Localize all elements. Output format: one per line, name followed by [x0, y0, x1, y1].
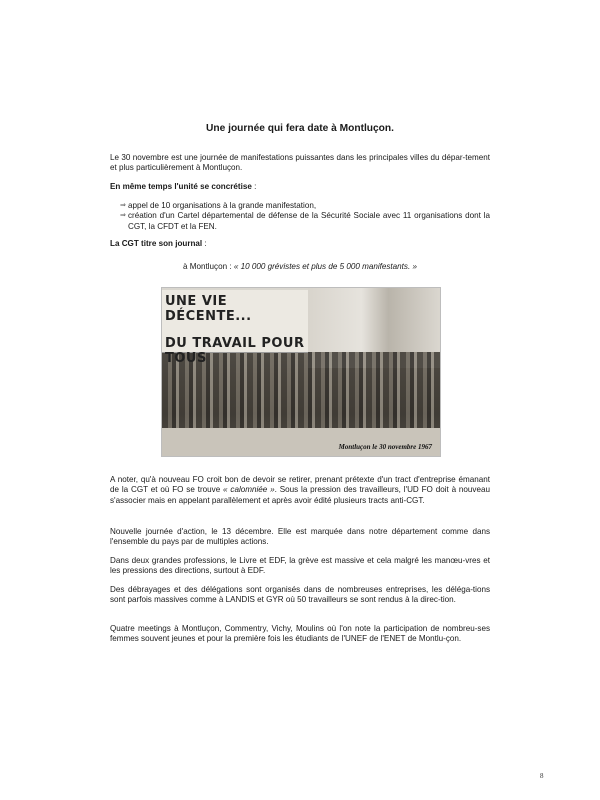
bullet-text: création d'un Cartel départemental de défense de la Sécurité Sociale avec 11 organisations dont la CGT, la CFDT et la FEN. [128, 211, 490, 231]
cgt-quote [110, 262, 490, 272]
unity-heading: En même temps l'unité se concrétise [110, 182, 252, 191]
arrow-right-icon: ⇒ [120, 212, 126, 220]
paragraph-intro [110, 153, 490, 174]
paragraph-13-december [110, 527, 490, 548]
cgt-heading: La CGT titre son journal [110, 239, 203, 248]
photo-banner [162, 290, 308, 366]
paragraph-fo [110, 475, 490, 506]
paragraph-livre-edf [110, 556, 490, 577]
bullet-item [120, 211, 490, 232]
banner-line-2: DU TRAVAIL POUR TOUS [165, 336, 305, 366]
meetings-text: Quatre meetings à Montluçon, Commentry, Vichy, Moulins où l'on note la participation de nombreu-ses femmes souvent jeunes et pour la première fois les étudiants de l'UNEF de l'ENET de Montlu-çon. [110, 624, 490, 644]
quote-prefix: à Montluçon : [183, 262, 234, 271]
arrow-right-icon: ⇒ [120, 202, 126, 209]
cgt-section [110, 239, 490, 249]
page-number: 8 [540, 772, 544, 780]
bullet-text: appel de 10 organisations à la grande manifestation, [128, 201, 317, 210]
fo-text-2: . Sous la pression des travailleurs, l'UD FO doit à nouveau s'associer mais en appelant parallèlement et après avoir édité plusieurs tracts anti-CGT. [110, 485, 490, 505]
paragraph-debrayages [110, 585, 490, 606]
13-december-text: Nouvelle journée d'action, le 13 décembre. Elle est marquée dans notre département comme dans l'ensemble du pays par de multiples actions. [110, 527, 490, 547]
page-title: Une journée qui fera date à Montluçon. [206, 123, 394, 134]
unity-heading-colon: : [251, 182, 257, 191]
intro-text: Le 30 novembre est une journée de manifestations puissantes dans les principales villes du dépar-tement et plus particulièrement à Montluçon. [110, 153, 490, 173]
banner-line-1: UNE VIE DÉCENTE... [165, 294, 252, 324]
demonstration-photo [161, 287, 441, 457]
cgt-heading-colon: : [202, 239, 207, 248]
bullet-item [120, 201, 490, 211]
fo-text-1: A noter, qu'à nouveau FO croit bon de devoir se retirer, prenant prétexte d'un tract d'entreprise émanant de la CGT et où FO se trouve [110, 475, 490, 495]
unity-section [110, 182, 490, 192]
photo-caption: Montluçon le 30 novembre 1967 [338, 443, 432, 451]
quote-text: « 10 000 grévistes et plus de 5 000 manifestants. » [233, 262, 417, 271]
unity-bullets [110, 201, 490, 232]
fo-text-italic: « calomniée » [223, 485, 275, 495]
debrayages-text: Des débrayages et des délégations sont organisés dans de nombreuses entreprises, les déléga-tions sont parfois massives comme à LANDIS et GYR où 50 travailleurs se sont rendus à la direc-tion. [110, 585, 490, 605]
livre-edf-text: Dans deux grandes professions, le Livre et EDF, la grève est massive et cela malgré les manœu-vres et les pressions des directions, surtout à EDF. [110, 556, 490, 576]
paragraph-meetings [110, 624, 490, 645]
